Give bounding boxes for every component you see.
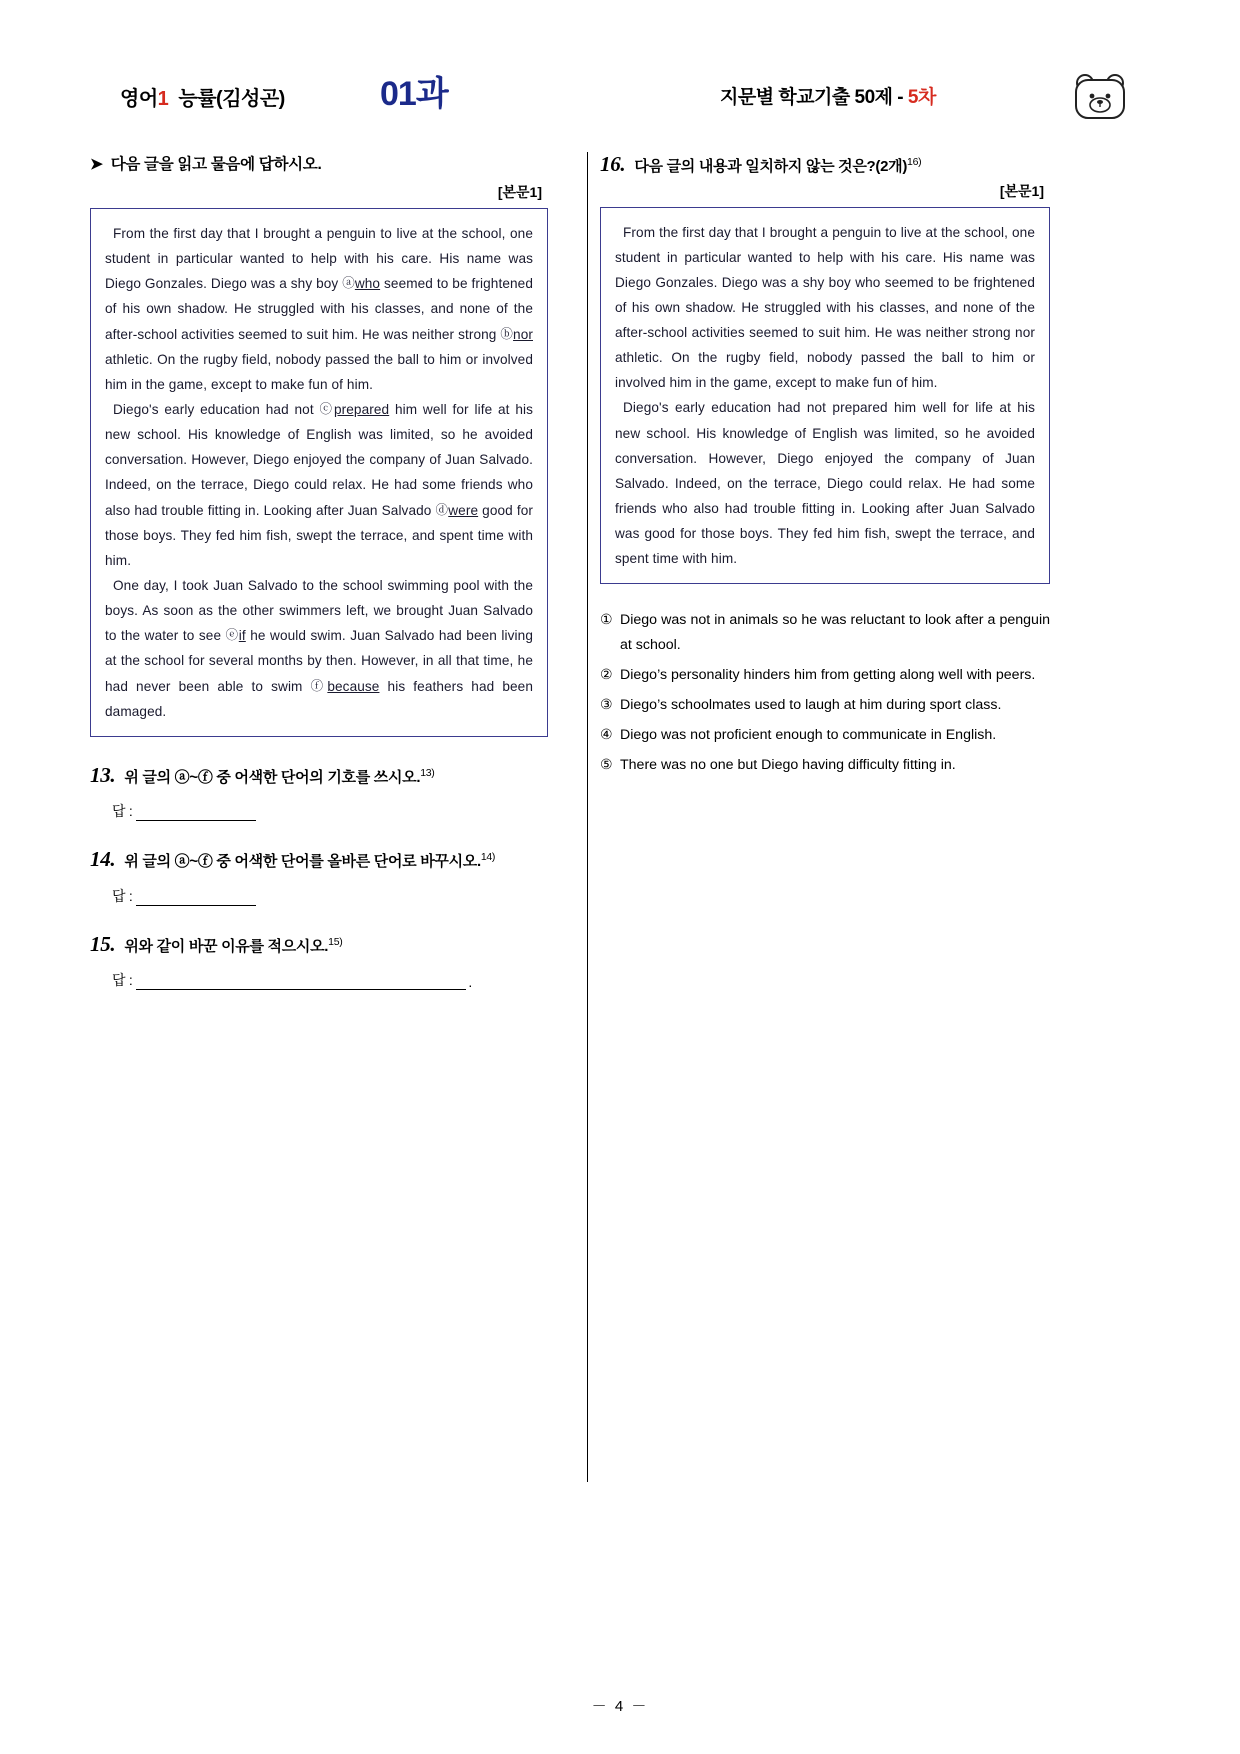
question-15-text	[124, 935, 342, 959]
question-15-answer-field[interactable]	[136, 973, 466, 990]
question-14-stem: 위 글의 ⓐ~ⓕ 중 어색한 단어를 올바른 단어로 바꾸시오.	[124, 853, 481, 871]
column-divider	[587, 152, 588, 1482]
left-source-tag: [본문1]	[497, 184, 542, 200]
left-underline-e: if	[238, 628, 246, 644]
question-15	[90, 932, 548, 991]
left-p3-seg-b: he would swim. Juan Salvado had been living at the school for several months by then. However, in all that time, he had never been able to swim	[105, 628, 533, 694]
question-14-number: 14.	[90, 847, 116, 872]
question-13-answer-label: 답 :	[112, 803, 133, 820]
left-passage	[90, 208, 548, 737]
choice-4[interactable]	[600, 723, 1050, 748]
left-underline-a: who	[354, 276, 381, 292]
question-15-footnote: 15)	[328, 935, 343, 948]
question-16-head	[600, 152, 1050, 179]
header-subject	[120, 82, 285, 111]
marker-c: ⓒ	[319, 401, 334, 416]
left-p3-seg-c: his feathers had been damaged.	[105, 678, 533, 719]
question-14-text	[124, 850, 495, 874]
header-publisher: 능률(김성곤)	[178, 88, 285, 110]
question-14	[90, 847, 548, 906]
right-source-tag: [본문1]	[999, 182, 1044, 199]
choice-1-marker: ①	[600, 612, 613, 629]
header-exam-round: 5차	[907, 87, 936, 108]
right-passage	[600, 207, 1050, 585]
left-p2-seg-b: him well for life at his new school. His knowledge of English was limited, so he avoided conversation. However, Diego enjoyed the company of Juan Salvado. Indeed, on the terrace, Diego could relax. He had some friends who also had trouble fitting in. Looking after Juan Salvado	[105, 401, 533, 518]
choice-3-text: Diego’s schoolmates used to laugh at him during sport class.	[620, 697, 1002, 713]
question-15-answer-label: 답 :	[112, 972, 133, 989]
left-underline-b: nor	[513, 326, 533, 342]
choice-5-marker: ⑤	[600, 756, 613, 773]
marker-e: ⓔ	[225, 628, 239, 643]
question-16-number: 16.	[600, 152, 626, 176]
left-passage-para-2	[105, 397, 533, 573]
marker-a: ⓐ	[342, 276, 355, 291]
header-lesson: 01과	[380, 75, 448, 113]
left-underline-c: prepared	[333, 401, 390, 417]
choice-1[interactable]	[600, 608, 1050, 658]
header-subject-number: 1	[157, 88, 169, 110]
left-directive	[90, 152, 548, 174]
arrow-right-icon: ➤	[90, 156, 103, 173]
left-passage-para-3	[105, 573, 533, 724]
question-13-answer-field[interactable]	[136, 804, 256, 821]
left-column	[90, 152, 570, 1482]
left-p1-seg-b: seemed to be frightened of his own shadow. He struggled with his classes, and none of the after-school activities seemed to suit him. He was neither strong	[105, 276, 533, 342]
choice-2-marker: ②	[600, 667, 613, 684]
question-13-stem: 위 글의 ⓐ~ⓕ 중 어색한 단어의 기호를 쓰시오.	[124, 768, 421, 786]
choice-3[interactable]	[600, 693, 1050, 718]
choice-2[interactable]	[600, 663, 1050, 688]
question-14-answer-label: 답 :	[112, 887, 133, 904]
header-exam-label: 지문별 학교기출 50제 -	[720, 87, 908, 108]
question-14-answer	[112, 886, 548, 906]
question-15-period: .	[468, 974, 472, 991]
left-underline-f: because	[327, 678, 380, 694]
left-p2-seg-a: Diego's early education had not	[113, 401, 320, 417]
choice-1-text: Diego was not in animals so he was reluctant to look after a penguin at school.	[620, 612, 1050, 654]
page-header	[90, 60, 1150, 130]
question-15-head	[90, 932, 548, 959]
left-p1-seg-a: From the first day that I brought a penguin to live at the school, one student in particular wanted to help with his care. His name was Diego Gonzales. Diego was a shy boy	[105, 226, 533, 292]
left-underline-d: were	[448, 502, 479, 518]
header-subject-name: 영어	[120, 88, 158, 110]
left-p2-seg-c: good for those boys. They fed him fish, swept the terrace, and spent time with him.	[105, 502, 534, 568]
question-16	[600, 152, 1050, 179]
choice-4-marker: ④	[600, 726, 613, 743]
question-13-number: 13.	[90, 762, 116, 787]
question-14-head	[90, 847, 548, 874]
question-13-footnote: 13)	[420, 766, 435, 779]
question-16-footnote: 16)	[907, 156, 922, 168]
right-passage-para-1: From the first day that I brought a penguin to live at the school, one student in particular wanted to help with his care. His name was Diego Gonzales. Diego was a shy boy who seemed to be frightened of his own shadow. He struggled with his classes, and none of the after-school activities seemed to suit him. He was neither strong nor athletic. On the rugby field, nobody passed the ball to him or involved him in the game, except to make fun of him.	[615, 224, 1035, 391]
question-13	[90, 763, 548, 822]
question-16-text	[634, 155, 921, 179]
question-16-stem: 다음 글의 내용과 일치하지 않는 것은?(2개)	[634, 158, 908, 175]
marker-b: ⓑ	[500, 326, 514, 341]
left-passage-para-1	[105, 221, 533, 397]
choice-3-marker: ③	[600, 697, 613, 713]
left-directive-text: 다음 글을 읽고 물음에 답하시오.	[110, 156, 322, 173]
question-16-choices	[600, 608, 1050, 777]
question-14-answer-field[interactable]	[136, 889, 256, 906]
choice-2-text: Diego’s personality hinders him from getting along well with peers.	[620, 667, 1036, 684]
left-p3-seg-a: One day, I took Juan Salvado to the school swimming pool with the boys. As soon as the other swimmers left, we brought Juan Salvado to the water to see	[105, 577, 533, 644]
right-column	[570, 152, 1050, 1482]
marker-f: ⓕ	[310, 678, 328, 693]
question-15-stem: 위와 같이 바꾼 이유를 적으시오.	[124, 937, 329, 955]
choice-5-text: There was no one but Diego having difficulty fitting in.	[620, 756, 956, 773]
right-passage-para-2: Diego's early education had not prepared him well for life at his new school. His knowledge of English was limited, so he avoided conversation. However, Diego enjoyed the company of Juan Salvado. Indeed, on the terrace, Diego could relax. He had some friends who also had trouble fitting in. Looking after Juan Salvado was good for those boys. They fed him fish, swept the terrace, and spent time with him.	[615, 400, 1035, 567]
question-13-answer	[112, 801, 548, 821]
header-exam-title	[720, 82, 936, 109]
two-column-body	[90, 152, 1150, 1482]
choice-4-text: Diego was not proficient enough to communicate in English.	[620, 726, 997, 743]
question-15-number: 15.	[90, 931, 116, 956]
question-14-footnote: 14)	[480, 851, 496, 864]
left-p1-seg-c: athletic. On the rugby field, nobody passed the ball to him or involved him in the game, except to make fun of him.	[105, 351, 533, 392]
choice-5[interactable]	[600, 753, 1050, 778]
page-number: － 4 －	[591, 1698, 649, 1715]
bear-icon	[1072, 70, 1128, 124]
question-13-head	[90, 763, 548, 790]
question-15-answer	[112, 970, 548, 990]
question-13-text	[124, 766, 434, 790]
marker-d: ⓓ	[435, 502, 449, 517]
